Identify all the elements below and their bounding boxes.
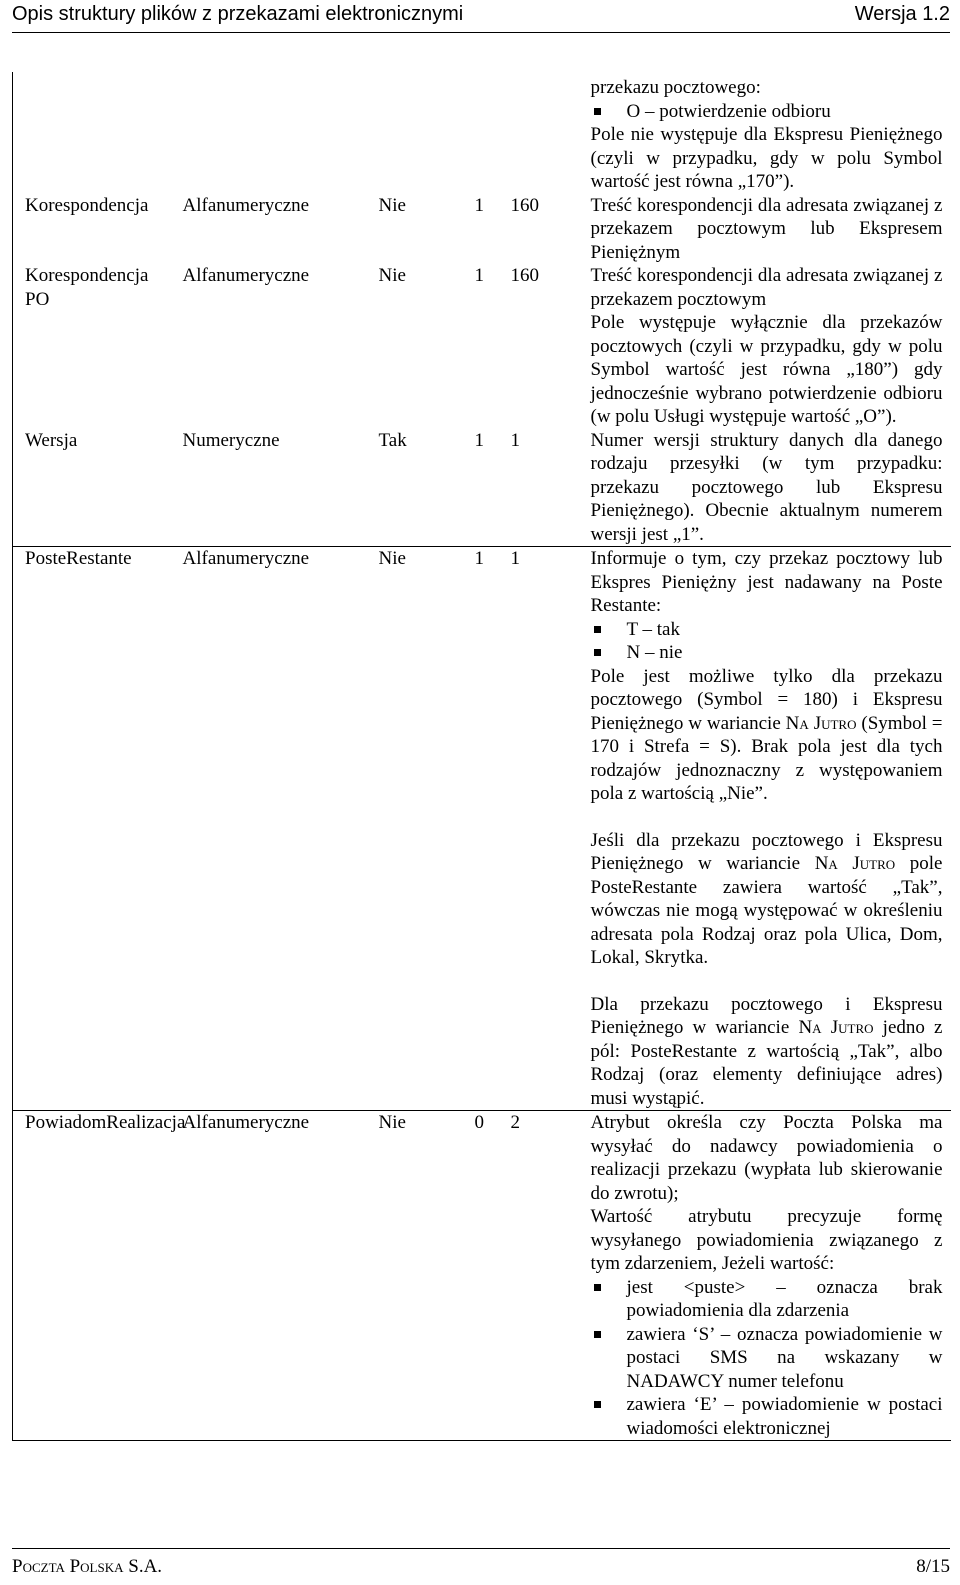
field-type: Alfanumeryczne [171,547,367,1111]
field-required: Nie [367,547,463,1111]
field-name: PowiadomRealizacja [13,1111,171,1441]
page-header [12,0,950,33]
page-footer [12,1548,950,1585]
field-description: Informuje o tym, czy przekaz pocztowy lub Ekspres Pieniężny jest nadawany na Poste Restante: [590,548,943,616]
table-row [13,1111,951,1441]
bullet-list [591,100,943,124]
field-max: 160 [510,194,539,216]
list-item: T – tak [591,618,943,642]
list-item: zawiera ‘S’ – oznacza powiadomienie w postaci SMS na wskazany w NADAWCY numer telefonu [591,1323,943,1394]
field-max: 1 [510,429,520,451]
field-name: Korespondencja PO [13,264,171,429]
field-description: Treść korespondencji dla adresata związanej z przekazem pocztowym lub Ekspresem Pieniężnym [590,194,943,263]
field-description: Treść korespondencji dla adresata związanej z przekazem pocztowym [590,265,943,310]
field-type: Alfanumeryczne [182,194,310,216]
field-required: Tak [378,429,407,451]
field-min: 1 [474,265,484,286]
field-type: Numeryczne [182,429,280,451]
document-title: Opis struktury plików z przekazami elektronicznymi [12,3,464,25]
field-spec-table [12,72,951,1441]
field-name: Korespondencja [13,194,171,265]
table-row [13,547,951,1111]
field-description: Numer wersji struktury danych dla danego rodzaju przesyłki (w tym przypadku: przekazu pocztowego lub Ekspresu Pieniężnego). Obecnie aktualnym numerem wersji jest „1”. [590,429,943,545]
variant-name: Na Jutro [798,1017,874,1038]
field-min: 1 [463,547,499,1111]
description-cell [579,547,951,1111]
field-note: Pole występuje wyłącznie dla przekazów pocztowych (czyli w przypadku, gdy w polu Symbol wartość jest równa „180”) gdy jednocześnie wybrano potwierdzenie odbioru (w polu Usługi występuje wartość „O”). [590,312,943,427]
field-type: Alfanumeryczne [182,265,310,286]
field-min: 1 [474,194,484,216]
list-item: O – potwierdzenie odbioru [591,100,943,124]
field-max: 2 [499,1111,579,1441]
bullet-list [591,618,943,665]
field-name: Wersja [13,429,171,547]
field-type: Alfanumeryczne [171,1111,367,1441]
description-cell [579,1111,951,1441]
field-name: PosteRestante [13,547,171,1111]
field-max: 160 [510,265,539,286]
list-item: N – nie [591,641,943,665]
field-required: Nie [378,194,406,216]
field-note: Wartość atrybutu precyzuje formę wysyłanego powiadomienia związanego z tym zdarzeniem, Jeżeli wartość: [590,1206,943,1274]
description-cell [579,194,951,265]
description-cell [579,72,951,194]
page-number: 8/15 [916,1556,950,1577]
bullet-list [591,1276,943,1441]
field-note: Dla przekazu pocztowego i Ekspresu Pieniężnego w wariancie Na Jutro jedno z pól: PosteRestante z wartością „Tak”, albo Rodzaj (oraz elementy definiujące adres) musi wystąpić. [590,993,943,1109]
field-description: Atrybut określa czy Poczta Polska ma wysyłać do nadawcy powiadomienia o realizacji przekazu (wypłata lub skierowanie do zwrotu); [590,1112,943,1204]
field-note: Pole jest możliwe tylko dla przekazu pocztowego (Symbol = 180) i Ekspresu Pieniężnego w wariancie Na Jutro (Symbol = 170 i Strefa = S). Brak pola jest dla tych rodzajów jednoznaczny z występowaniem pola z wartością „Nie”. [590,665,943,804]
field-required: Nie [378,265,406,286]
description-cell [579,264,951,429]
field-required: Nie [367,1111,463,1441]
continuation-note: Pole nie występuje dla Ekspresu Pieniężnego (czyli w przypadku, gdy w polu Symbol wartość jest równa „170”). [590,124,943,192]
description-cell [579,429,951,547]
table-row [13,72,951,194]
variant-name: Na Jutro [814,853,896,874]
table-row [13,194,951,265]
field-min: 0 [463,1111,499,1441]
field-min: 1 [474,429,484,451]
company-name: Poczta Polska S.A. [12,1556,163,1577]
document-version: Wersja 1.2 [854,3,950,25]
continuation-text: przekazu pocztowego: [590,77,761,98]
field-note: Jeśli dla przekazu pocztowego i Ekspresu Pieniężnego w wariancie Na Jutro pole PosteRestante zawiera wartość „Tak”, wówczas nie mogą występować w określeniu adresata pola Rodzaj oraz pola Ulica, Dom, Lokal, Skrytka. [590,829,943,968]
table-row [13,264,951,429]
field-max: 1 [499,547,579,1111]
list-item: zawiera ‘E’ – powiadomienie w postaci wiadomości elektronicznej [591,1393,943,1440]
variant-name: Na Jutro [785,712,857,734]
list-item: jest <puste> – oznacza brak powiadomienia dla zdarzenia [591,1276,943,1323]
table-row [13,429,951,547]
